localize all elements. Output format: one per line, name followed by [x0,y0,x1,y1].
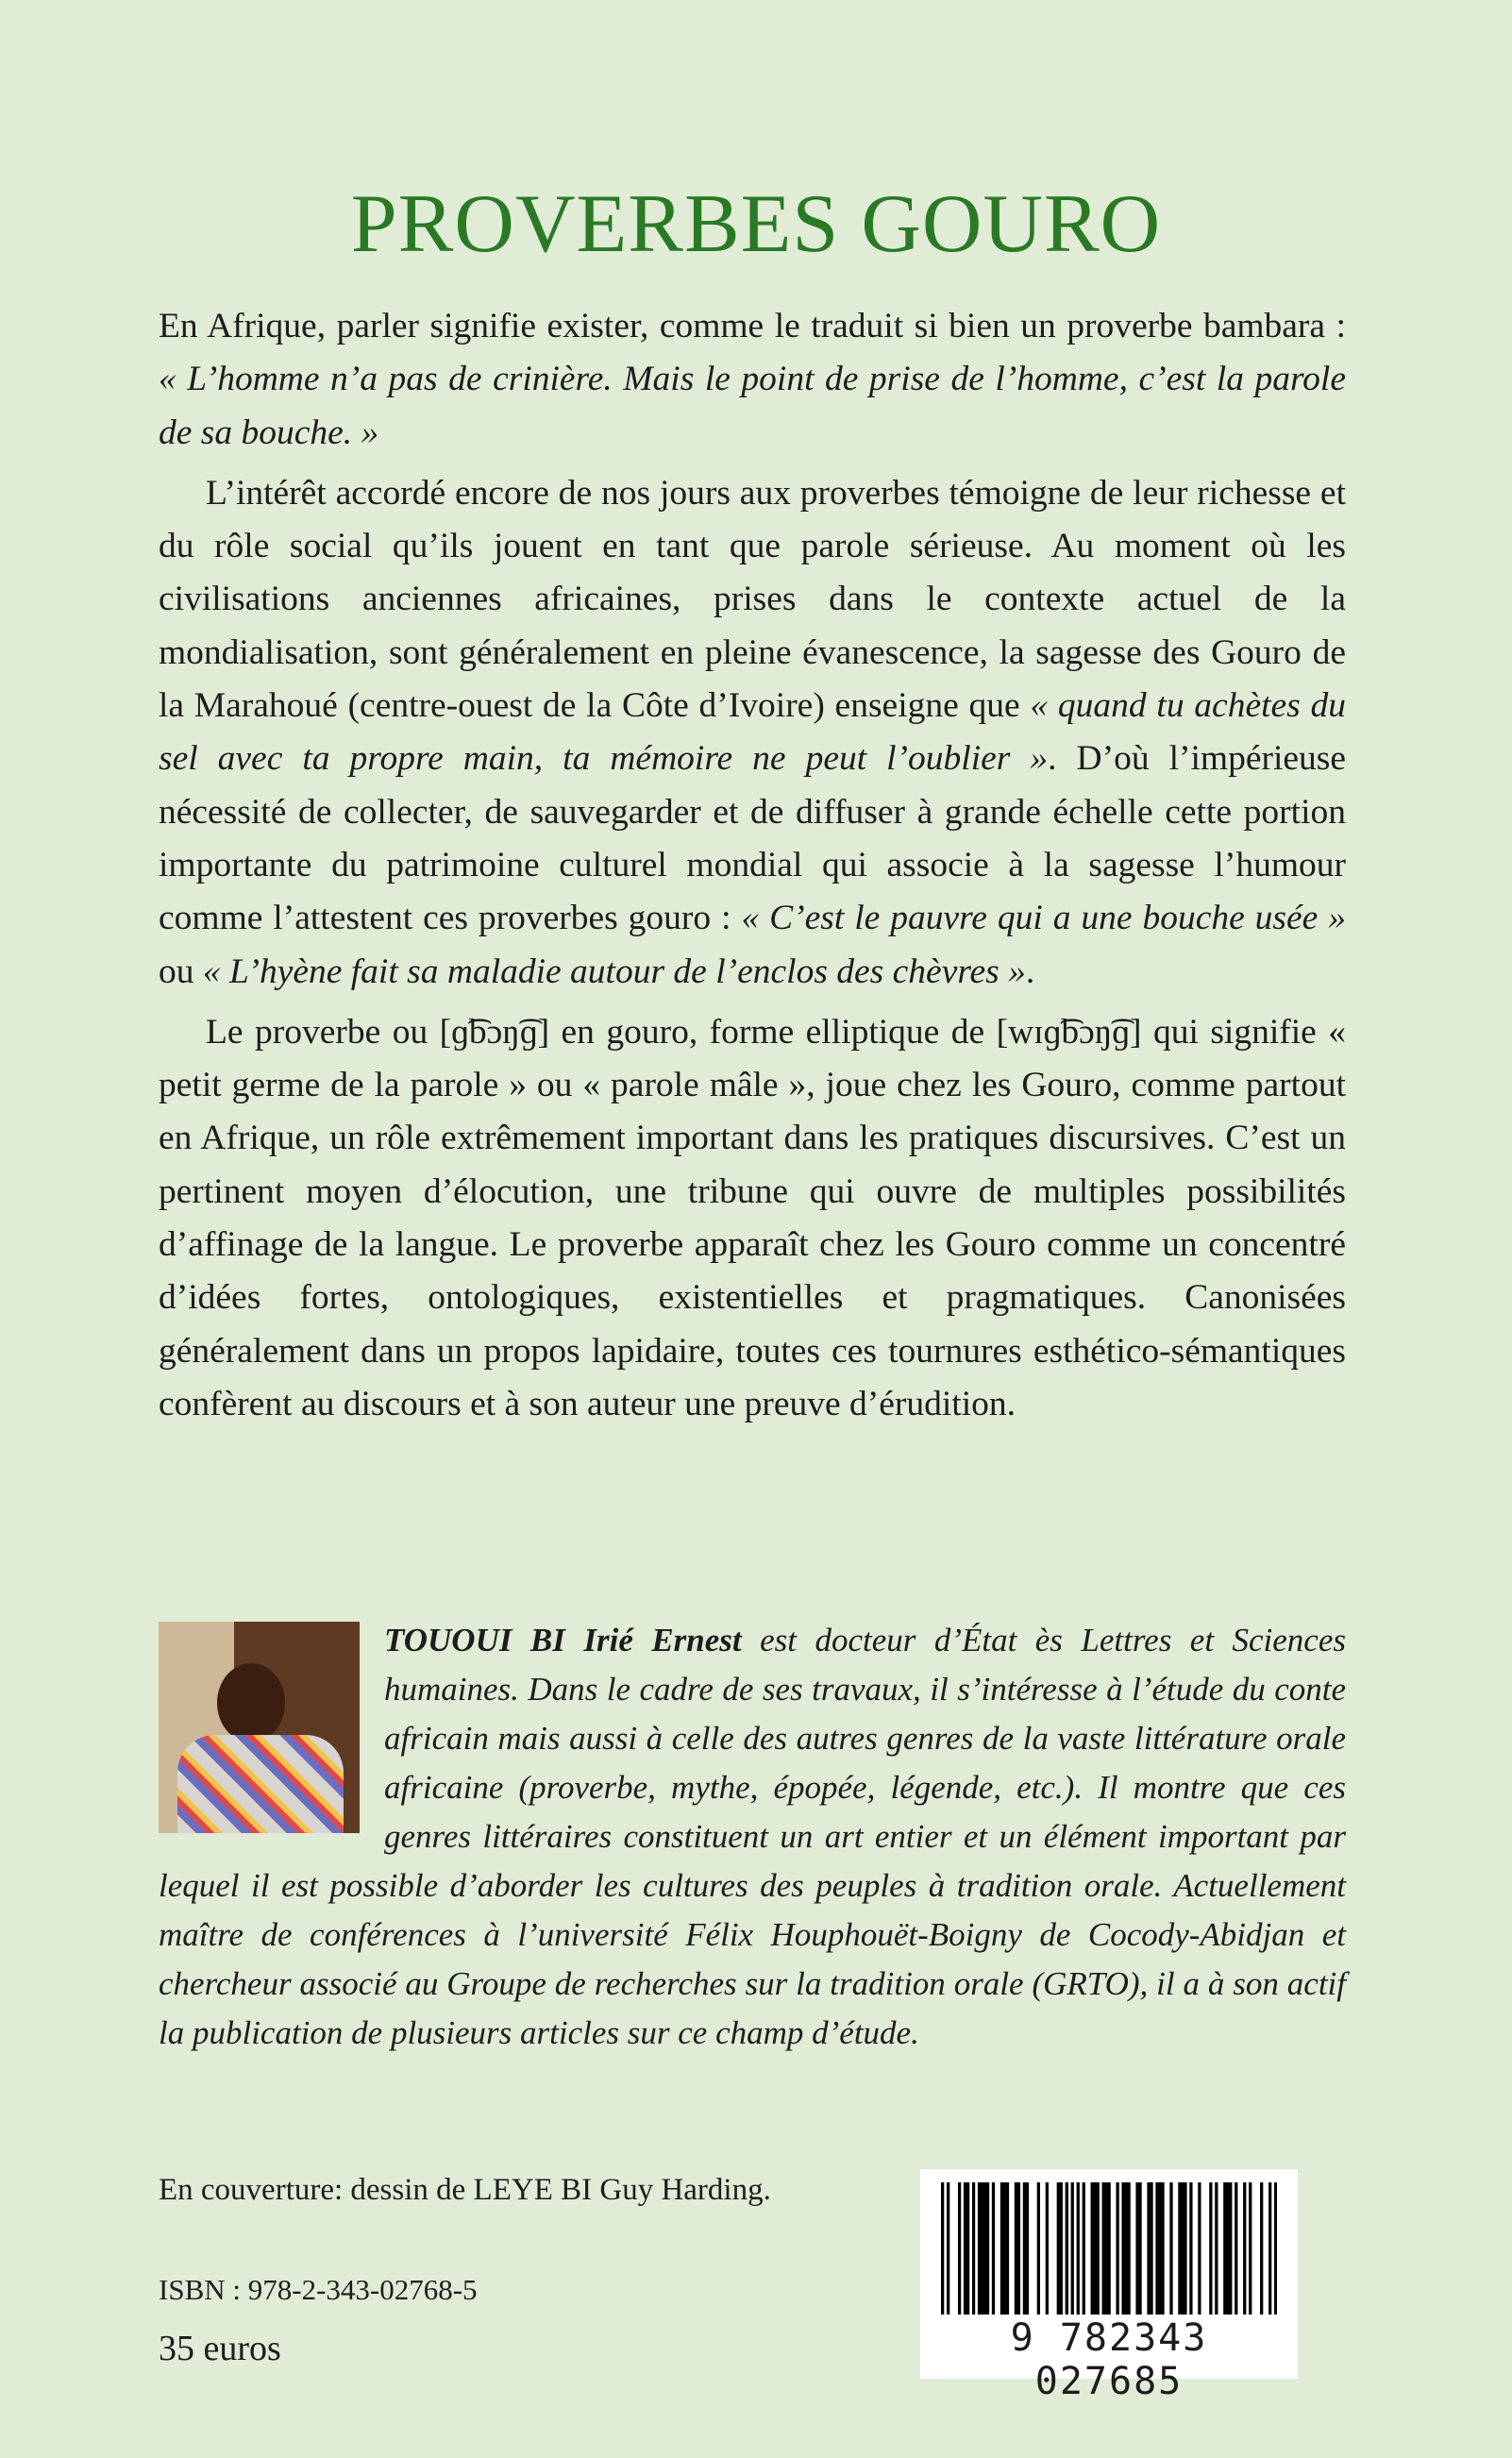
cover-credit: En couverture: dessin de LEYE BI Guy Harding. [159,2173,771,2207]
price: 35 euros [159,2329,281,2368]
book-title: PROVERBES GOURO [350,177,1162,270]
author-bio [159,1616,1346,2058]
barcode [920,2169,1298,2403]
author-name: TOUOUI BI Irié Ernest [384,1622,742,1658]
isbn: ISBN : 978-2-343-02768-5 [159,2273,478,2306]
author-photo [159,1622,360,1833]
barcode-digits: 9 782343 027685 [1010,2316,1208,2403]
paragraph-intro: En Afrique, parler signifie exister, comme le traduit si bien un proverbe bambara : « L’homme n’a pas de crinière. Mais le point de prise de l’homme, c’est la parole de sa bouche. » [159,307,1346,452]
paragraph-interest: L’intérêt accordé encore de nos jours aux proverbes témoigne de leur richesse et du rôle social qu’ils jouent en tant que parole sérieuse. Au moment où les civilisations anciennes africaines, prises dans le contexte actuel de la mondialisation, sont généralement en pleine évanescence, la sagesse des Gouro de la Marahoué (centre-ouest de la Côte d’Ivoire) enseigne que « quand tu achètes du sel avec ta propre main, ta mémoire ne peut l’oublier ». D’où l’impérieuse nécessité de collecter, de sauvegarder et de diffuser à grande échelle cette portion importante du patrimoine culturel mondial qui associe à la sagesse l’humour comme l’attestent ces proverbes gouro : « C’est le pauvre qui a une bouche usée » ou « L’hyène fait sa maladie autour de l’enclos des chèvres ». [159,473,1347,991]
back-cover-text [159,300,1346,1431]
paragraph-definition: Le proverbe ou [ɡ͡bɔŋ͡ɡ] en gouro, forme elliptique de [wɪɡ͡bɔŋ͡ɡ] qui signifie « petit germe de la parole » ou « parole mâle », joue chez les Gouro, comme partout en Afrique, un rôle extrêmement important dans les pratiques discursives. C’est un pertinent moyen d’élocution, une tribune qui ouvre de multiples possibilités d’affinage de la langue. Le proverbe apparaît chez les Gouro comme un concentré d’idées fortes, ontologiques, existentielles et pragmatiques. Canonisées généralement dans un propos lapidaire, toutes ces tournures esthético-sémantiques confèrent au discours et à son auteur une preuve d’érudition. [159,1012,1346,1423]
barcode-bars [941,2182,1277,2315]
author-bio-text: est docteur d’État ès Lettres et Sciences humaines. Dans le cadre de ses travaux, il s’intéresse à l’étude du conte africain mais aussi à celle des autres genres de la vaste littérature orale africaine (proverbe, mythe, épopée, légende, etc.). Il montre que ces genres littéraires constituent un art entier et un élément important par lequel il est possible d’aborder les cultures des peuples à tradition orale. Actuellement maître de conférences à l’université Félix Houphouët-Boigny de Cocody-Abidjan et chercheur associé au Groupe de recherches sur la tradition orale (GRTO), il a à son actif la publication de plusieurs articles sur ce champ d’étude. [159,1622,1346,2051]
